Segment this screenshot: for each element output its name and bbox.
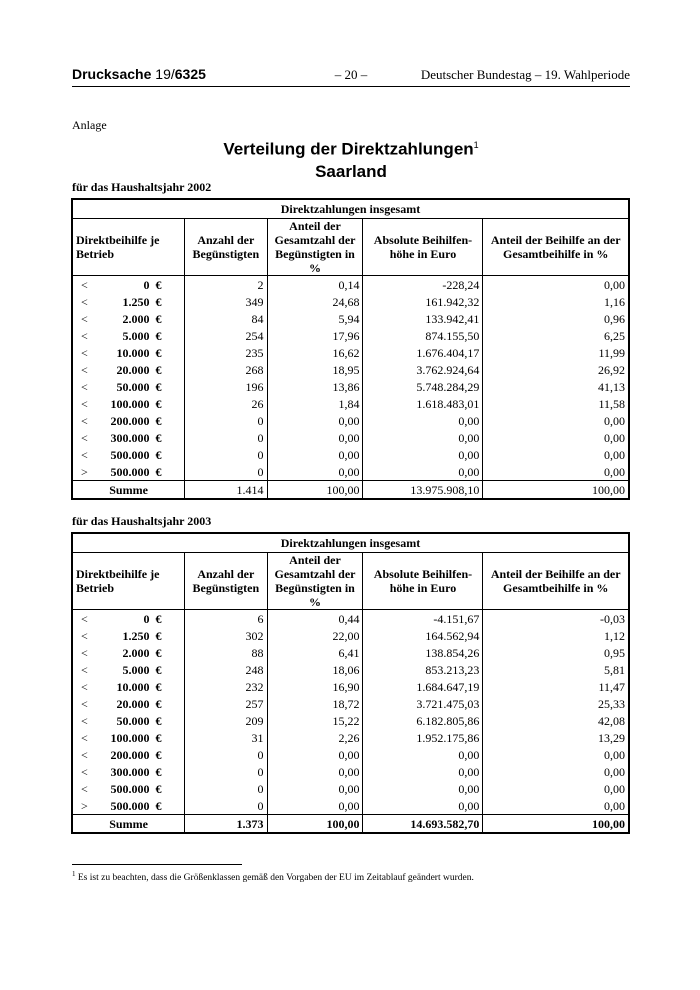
payment-share: 11,47 xyxy=(483,678,629,695)
payment-amount: -228,24 xyxy=(363,276,483,294)
class-operator: < xyxy=(72,746,97,763)
table-row xyxy=(72,395,629,412)
class-operator: < xyxy=(72,344,97,361)
table-group-header xyxy=(72,199,629,219)
payment-share: 0,00 xyxy=(483,412,629,429)
table-row xyxy=(72,429,629,446)
class-operator: < xyxy=(72,395,97,412)
beneficiary-count: 6 xyxy=(185,610,267,628)
sum-row xyxy=(72,815,629,834)
payment-amount: 164.562,94 xyxy=(363,627,483,644)
column-header-class: Direktbeihilfe je Betrieb xyxy=(72,219,185,276)
payment-share: 0,00 xyxy=(483,797,629,815)
beneficiary-share: 18,06 xyxy=(267,661,363,678)
column-header-count: Anzahl der Begünstigten xyxy=(185,219,267,276)
class-threshold: 300.000 xyxy=(110,430,150,445)
beneficiary-share: 13,86 xyxy=(267,378,363,395)
table-column-headers xyxy=(72,219,629,276)
payment-share: 0,00 xyxy=(483,746,629,763)
class-threshold: 500.000 xyxy=(110,447,150,462)
currency-symbol: € xyxy=(155,763,184,780)
class-threshold: 500.000 xyxy=(110,781,150,796)
class-operator: < xyxy=(72,627,97,644)
beneficiary-count: 2 xyxy=(185,276,267,294)
beneficiary-count: 235 xyxy=(185,344,267,361)
beneficiary-count: 254 xyxy=(185,327,267,344)
beneficiary-share: 0,00 xyxy=(267,797,363,815)
payment-share: 0,95 xyxy=(483,644,629,661)
payment-amount: -4.151,67 xyxy=(363,610,483,628)
class-operator: > xyxy=(72,463,97,481)
payment-amount: 3.721.475,03 xyxy=(363,695,483,712)
payment-amount: 5.748.284,29 xyxy=(363,378,483,395)
currency-symbol: € xyxy=(155,446,184,463)
table-row xyxy=(72,661,629,678)
payment-amount: 1.618.483,01 xyxy=(363,395,483,412)
class-operator: < xyxy=(72,712,97,729)
table-row xyxy=(72,746,629,763)
beneficiary-count: 268 xyxy=(185,361,267,378)
payment-share: 0,00 xyxy=(483,276,629,294)
class-threshold: 1.250 xyxy=(122,294,150,309)
payment-share: 13,29 xyxy=(483,729,629,746)
class-threshold: 100.000 xyxy=(110,730,150,745)
table-row xyxy=(72,695,629,712)
class-threshold: 2.000 xyxy=(122,311,150,326)
table-caption-2002: für das Haushaltsjahr 2002 xyxy=(72,180,212,194)
class-threshold: 20.000 xyxy=(116,696,150,711)
beneficiary-count: 0 xyxy=(185,412,267,429)
class-threshold: 50.000 xyxy=(116,379,150,394)
beneficiary-count: 84 xyxy=(185,310,267,327)
document-number: Drucksache 19/6325 xyxy=(72,66,206,82)
table-row xyxy=(72,378,629,395)
beneficiary-count: 0 xyxy=(185,763,267,780)
beneficiary-share: 24,68 xyxy=(267,293,363,310)
beneficiary-share: 1,84 xyxy=(267,395,363,412)
sum-amount-share: 100,00 xyxy=(483,481,629,500)
payment-amount: 0,00 xyxy=(363,429,483,446)
beneficiary-count: 257 xyxy=(185,695,267,712)
currency-symbol: € xyxy=(155,780,184,797)
beneficiary-count: 0 xyxy=(185,746,267,763)
payment-amount: 1.676.404,17 xyxy=(363,344,483,361)
payment-share: 6,25 xyxy=(483,327,629,344)
currency-symbol: € xyxy=(155,344,184,361)
sum-amount: 13.975.908,10 xyxy=(363,481,483,500)
currency-symbol: € xyxy=(155,695,184,712)
payment-amount: 853.213,23 xyxy=(363,661,483,678)
class-threshold: 100.000 xyxy=(110,396,150,411)
column-header-amount-share: Anteil der Beihilfe an der Gesamtbeihilfe in % xyxy=(483,553,629,610)
payment-amount: 0,00 xyxy=(363,780,483,797)
beneficiary-share: 0,00 xyxy=(267,780,363,797)
currency-symbol: € xyxy=(155,644,184,661)
class-operator: < xyxy=(72,361,97,378)
class-threshold: 300.000 xyxy=(110,764,150,779)
beneficiary-count: 232 xyxy=(185,678,267,695)
payment-amount: 1.684.647,19 xyxy=(363,678,483,695)
table-row xyxy=(72,446,629,463)
class-threshold: 0 xyxy=(143,611,150,626)
beneficiary-share: 22,00 xyxy=(267,627,363,644)
beneficiary-share: 6,41 xyxy=(267,644,363,661)
table-row xyxy=(72,678,629,695)
class-operator: < xyxy=(72,661,97,678)
column-header-count: Anzahl der Begünstigten xyxy=(185,553,267,610)
class-threshold: 1.250 xyxy=(122,628,150,643)
beneficiary-count: 196 xyxy=(185,378,267,395)
page-number: – 20 – xyxy=(334,67,368,82)
payment-amount: 161.942,32 xyxy=(363,293,483,310)
direct-payments-table-2002 xyxy=(71,198,630,500)
payment-amount: 3.762.924,64 xyxy=(363,361,483,378)
payment-amount: 0,00 xyxy=(363,763,483,780)
payment-share: 0,00 xyxy=(483,780,629,797)
table-row xyxy=(72,627,629,644)
column-header-count-share: Anteil der Gesamtzahl der Begünstigten in % xyxy=(267,219,363,276)
anlage-label: Anlage xyxy=(72,118,107,132)
beneficiary-share: 0,00 xyxy=(267,746,363,763)
payment-amount: 0,00 xyxy=(363,412,483,429)
table-row xyxy=(72,729,629,746)
table-group-header xyxy=(72,533,629,553)
column-header-amount: Absolute Beihilfen-höhe in Euro xyxy=(363,553,483,610)
currency-symbol: € xyxy=(155,276,184,294)
beneficiary-count: 0 xyxy=(185,780,267,797)
beneficiary-share: 0,00 xyxy=(267,429,363,446)
table-row xyxy=(72,644,629,661)
class-operator: < xyxy=(72,446,97,463)
class-threshold: 5.000 xyxy=(122,328,150,343)
sum-count: 1.414 xyxy=(185,481,267,500)
class-threshold: 2.000 xyxy=(122,645,150,660)
payment-share: 1,16 xyxy=(483,293,629,310)
payment-amount: 0,00 xyxy=(363,797,483,815)
payment-share: 0,00 xyxy=(483,763,629,780)
sum-count: 1.373 xyxy=(185,815,267,834)
class-operator: < xyxy=(72,310,97,327)
beneficiary-count: 302 xyxy=(185,627,267,644)
sum-label: Summe xyxy=(72,481,185,500)
class-operator: < xyxy=(72,429,97,446)
column-header-class: Direktbeihilfe je Betrieb xyxy=(72,553,185,610)
table-row xyxy=(72,797,629,815)
table-row xyxy=(72,412,629,429)
class-threshold: 50.000 xyxy=(116,713,150,728)
currency-symbol: € xyxy=(155,378,184,395)
currency-symbol: € xyxy=(155,712,184,729)
direct-payments-table-2003 xyxy=(71,532,630,834)
class-threshold: 10.000 xyxy=(116,345,150,360)
beneficiary-count: 209 xyxy=(185,712,267,729)
payment-share: 0,00 xyxy=(483,429,629,446)
beneficiary-share: 18,72 xyxy=(267,695,363,712)
class-operator: < xyxy=(72,610,97,628)
beneficiary-count: 248 xyxy=(185,661,267,678)
payment-amount: 0,00 xyxy=(363,463,483,481)
table-row xyxy=(72,276,629,294)
class-threshold: 200.000 xyxy=(110,413,150,428)
beneficiary-share: 16,90 xyxy=(267,678,363,695)
payment-share: 0,00 xyxy=(483,446,629,463)
table-caption-2003: für das Haushaltsjahr 2003 xyxy=(72,514,212,528)
payment-share: 5,81 xyxy=(483,661,629,678)
table-row xyxy=(72,327,629,344)
group-header: Direktzahlungen insgesamt xyxy=(72,199,629,219)
class-operator: < xyxy=(72,276,97,294)
table-row xyxy=(72,780,629,797)
class-operator: < xyxy=(72,729,97,746)
currency-symbol: € xyxy=(155,310,184,327)
beneficiary-count: 0 xyxy=(185,429,267,446)
payment-amount: 874.155,50 xyxy=(363,327,483,344)
sum-count-share: 100,00 xyxy=(267,815,363,834)
class-operator: < xyxy=(72,678,97,695)
payment-amount: 133.942,41 xyxy=(363,310,483,327)
class-operator: < xyxy=(72,293,97,310)
currency-symbol: € xyxy=(155,678,184,695)
beneficiary-share: 16,62 xyxy=(267,344,363,361)
table-row xyxy=(72,344,629,361)
beneficiary-count: 0 xyxy=(185,797,267,815)
beneficiary-count: 31 xyxy=(185,729,267,746)
class-threshold: 200.000 xyxy=(110,747,150,762)
page-title: Verteilung der Direktzahlungen$^1$ Saarland xyxy=(223,139,479,181)
beneficiary-share: 15,22 xyxy=(267,712,363,729)
class-operator: < xyxy=(72,327,97,344)
currency-symbol: € xyxy=(155,610,184,628)
class-threshold: 10.000 xyxy=(116,679,150,694)
payment-share: 42,08 xyxy=(483,712,629,729)
beneficiary-count: 0 xyxy=(185,463,267,481)
beneficiary-share: 2,26 xyxy=(267,729,363,746)
column-header-amount: Absolute Beihilfen-höhe in Euro xyxy=(363,219,483,276)
beneficiary-share: 0,44 xyxy=(267,610,363,628)
payment-amount: 0,00 xyxy=(363,446,483,463)
table-column-headers xyxy=(72,553,629,610)
column-header-amount-share: Anteil der Beihilfe an der Gesamtbeihilfe in % xyxy=(483,219,629,276)
currency-symbol: € xyxy=(155,361,184,378)
class-threshold: 500.000 xyxy=(110,464,150,479)
class-threshold: 500.000 xyxy=(110,798,150,813)
footnote-divider xyxy=(72,864,242,865)
class-threshold: 20.000 xyxy=(116,362,150,377)
class-threshold: 5.000 xyxy=(122,662,150,677)
beneficiary-share: 0,00 xyxy=(267,763,363,780)
class-operator: > xyxy=(72,797,97,815)
sum-count-share: 100,00 xyxy=(267,481,363,500)
sum-row xyxy=(72,481,629,500)
beneficiary-share: 0,00 xyxy=(267,463,363,481)
currency-symbol: € xyxy=(155,797,184,815)
class-operator: < xyxy=(72,780,97,797)
payment-amount: 6.182.805,86 xyxy=(363,712,483,729)
sum-amount-share: 100,00 xyxy=(483,815,629,834)
beneficiary-count: 0 xyxy=(185,446,267,463)
currency-symbol: € xyxy=(155,327,184,344)
table-row xyxy=(72,463,629,481)
currency-symbol: € xyxy=(155,661,184,678)
class-threshold: 0 xyxy=(143,277,150,292)
beneficiary-share: 5,94 xyxy=(267,310,363,327)
currency-symbol: € xyxy=(155,412,184,429)
beneficiary-share: 0,00 xyxy=(267,412,363,429)
column-header-count-share: Anteil der Gesamtzahl der Begünstigten in % xyxy=(267,553,363,610)
sum-amount: 14.693.582,70 xyxy=(363,815,483,834)
footnote: $^1$ Es ist zu beachten, dass die Größenklassen gemäß den Vorgaben der EU im Zeitablauf geändert wurden. xyxy=(72,870,474,884)
group-header: Direktzahlungen insgesamt xyxy=(72,533,629,553)
currency-symbol: € xyxy=(155,746,184,763)
payment-amount: 1.952.175,86 xyxy=(363,729,483,746)
payment-share: 11,58 xyxy=(483,395,629,412)
currency-symbol: € xyxy=(155,463,184,481)
currency-symbol: € xyxy=(155,627,184,644)
table-row xyxy=(72,610,629,628)
payment-share: 41,13 xyxy=(483,378,629,395)
publisher: Deutscher Bundestag – 19. Wahlperiode xyxy=(420,67,630,82)
beneficiary-count: 88 xyxy=(185,644,267,661)
class-operator: < xyxy=(72,378,97,395)
payment-share: 0,96 xyxy=(483,310,629,327)
sum-label: Summe xyxy=(72,815,185,834)
payment-share: -0,03 xyxy=(483,610,629,628)
class-operator: < xyxy=(72,412,97,429)
beneficiary-share: 0,14 xyxy=(267,276,363,294)
currency-symbol: € xyxy=(155,429,184,446)
payment-share: 1,12 xyxy=(483,627,629,644)
currency-symbol: € xyxy=(155,395,184,412)
payment-share: 26,92 xyxy=(483,361,629,378)
table-row xyxy=(72,361,629,378)
beneficiary-count: 26 xyxy=(185,395,267,412)
payment-share: 11,99 xyxy=(483,344,629,361)
table-row xyxy=(72,310,629,327)
beneficiary-share: 17,96 xyxy=(267,327,363,344)
class-operator: < xyxy=(72,644,97,661)
footnote-reference: 1 xyxy=(473,140,479,150)
table-row xyxy=(72,712,629,729)
payment-share: 25,33 xyxy=(483,695,629,712)
beneficiary-share: 0,00 xyxy=(267,446,363,463)
beneficiary-count: 349 xyxy=(185,293,267,310)
class-operator: < xyxy=(72,763,97,780)
table-row xyxy=(72,293,629,310)
currency-symbol: € xyxy=(155,293,184,310)
page-header xyxy=(72,66,630,87)
table-row xyxy=(72,763,629,780)
beneficiary-share: 18,95 xyxy=(267,361,363,378)
currency-symbol: € xyxy=(155,729,184,746)
payment-amount: 0,00 xyxy=(363,746,483,763)
class-operator: < xyxy=(72,695,97,712)
payment-amount: 138.854,26 xyxy=(363,644,483,661)
payment-share: 0,00 xyxy=(483,463,629,481)
